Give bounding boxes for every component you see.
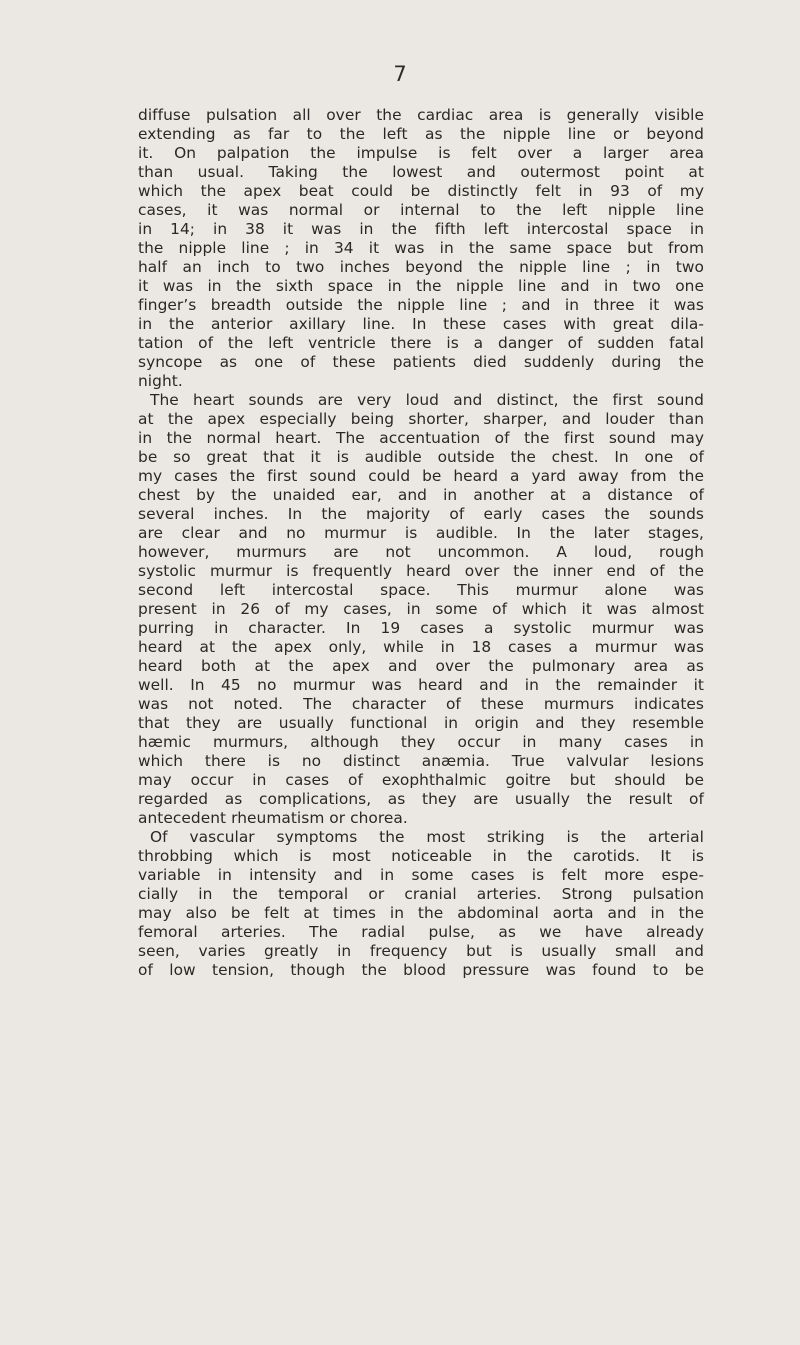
text-line: hæmic murmurs, although they occur in many cases in: [138, 733, 704, 751]
text-line: which there is no distinct anæmia. True valvular lesions: [138, 752, 704, 770]
text-line: which the apex beat could be distinctly felt in 93 of my: [138, 182, 704, 200]
text-line: chest by the unaided ear, and in another at a distance of: [138, 486, 704, 504]
text-line: may occur in cases of exophthalmic goitre but should be: [138, 771, 704, 789]
text-line: cases, it was normal or internal to the left nipple line: [138, 201, 704, 219]
text-line: well. In 45 no murmur was heard and in the remainder it: [138, 676, 704, 694]
text-line: femoral arteries. The radial pulse, as we have already: [138, 923, 704, 941]
text-line: second left intercostal space. This murmur alone was: [138, 581, 704, 599]
text-line: however, murmurs are not uncommon. A loud, rough: [138, 543, 704, 561]
text-line: seen, varies greatly in frequency but is usually small and: [138, 942, 704, 960]
text-line: in the anterior axillary line. In these cases with great dila-: [138, 315, 704, 333]
text-line: cially in the temporal or cranial arteries. Strong pulsation: [138, 885, 704, 903]
page-number: 7: [393, 62, 407, 86]
text-line: that they are usually functional in origin and they resemble: [138, 714, 704, 732]
text-line: it. On palpation the impulse is felt over a larger area: [138, 144, 704, 162]
text-line: Of vascular symptoms the most striking is the arterial: [150, 828, 704, 846]
text-line: it was in the sixth space in the nipple line and in two one: [138, 277, 704, 295]
text-line: syncope as one of these patients died suddenly during the: [138, 353, 704, 371]
text-line: tation of the left ventricle there is a danger of sudden fatal: [138, 334, 704, 352]
text-line: diffuse pulsation all over the cardiac area is generally visible: [138, 106, 704, 124]
text-line: of low tension, though the blood pressure was found to be: [138, 961, 704, 979]
text-line: systolic murmur is frequently heard over the inner end of the: [138, 562, 704, 580]
text-line: The heart sounds are very loud and distinct, the first sound: [150, 391, 704, 409]
text-line: my cases the first sound could be heard a yard away from the: [138, 467, 704, 485]
text-line: than usual. Taking the lowest and outermost point at: [138, 163, 704, 181]
text-line: throbbing which is most noticeable in the carotids. It is: [138, 847, 704, 865]
text-line: at the apex especially being shorter, sharper, and louder than: [138, 410, 704, 428]
text-line: half an inch to two inches beyond the nipple line ; in two: [138, 258, 704, 276]
text-line: variable in intensity and in some cases is felt more espe-: [138, 866, 704, 884]
text-line: regarded as complications, as they are usually the result of: [138, 790, 704, 808]
text-line: heard at the apex only, while in 18 cases a murmur was: [138, 638, 704, 656]
text-line: finger’s breadth outside the nipple line ; and in three it was: [138, 296, 704, 314]
text-line: was not noted. The character of these murmurs indicates: [138, 695, 704, 713]
text-line: present in 26 of my cases, in some of which it was almost: [138, 600, 704, 618]
text-line: night.: [138, 372, 183, 390]
body-text: [138, 106, 704, 980]
text-line: are clear and no murmur is audible. In the later stages,: [138, 524, 704, 542]
text-line: in 14; in 38 it was in the fifth left intercostal space in: [138, 220, 704, 238]
text-line: purring in character. In 19 cases a systolic murmur was: [138, 619, 704, 637]
text-line: heard both at the apex and over the pulmonary area as: [138, 657, 704, 675]
text-line: may also be felt at times in the abdominal aorta and in the: [138, 904, 704, 922]
text-line: antecedent rheumatism or chorea.: [138, 809, 408, 827]
text-line: in the normal heart. The accentuation of the first sound may: [138, 429, 704, 447]
text-line: be so great that it is audible outside the chest. In one of: [138, 448, 704, 466]
text-line: several inches. In the majority of early cases the sounds: [138, 505, 704, 523]
text-line: the nipple line ; in 34 it was in the same space but from: [138, 239, 704, 257]
text-line: extending as far to the left as the nipple line or beyond: [138, 125, 704, 143]
